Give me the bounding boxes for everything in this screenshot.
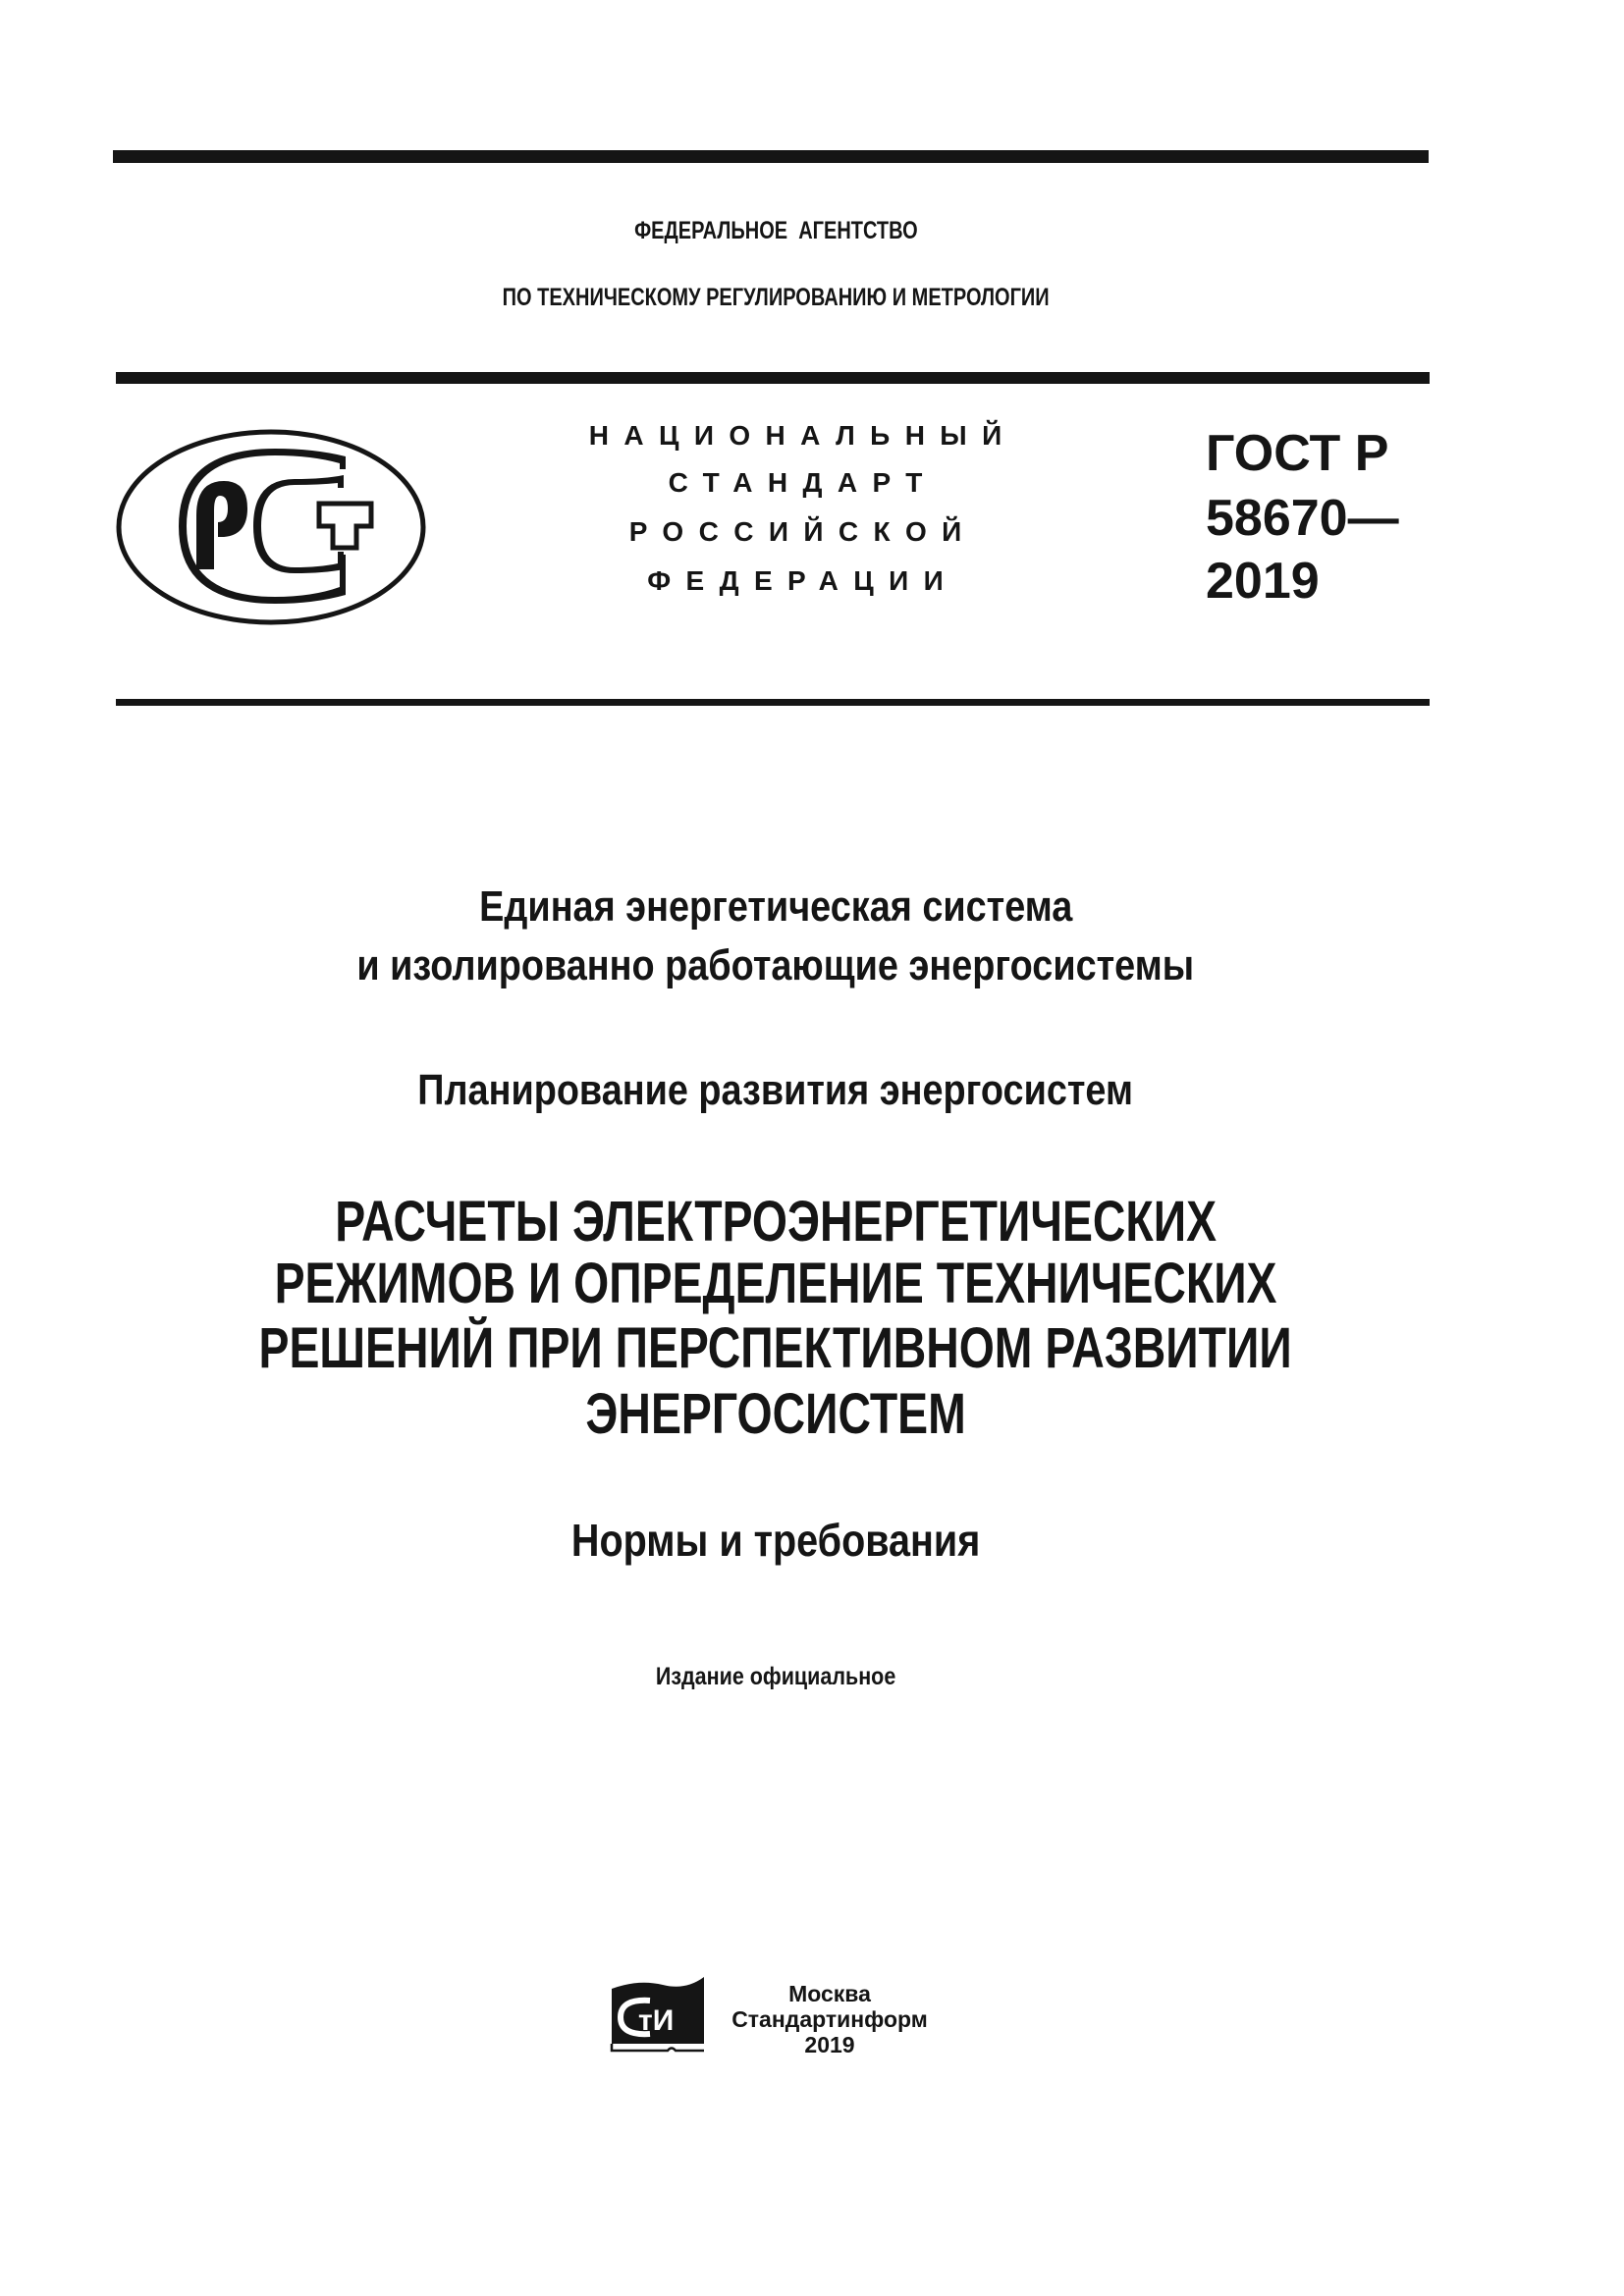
main-title-line-4: ЭНЕРГОСИСТЕМ [585,1382,966,1446]
designation-number: 58670— [1206,490,1399,547]
standard-type-block [550,422,1041,616]
standard-type-line-1: НАЦИОНАЛЬНЫЙ [588,420,1017,451]
publisher-city: Москва [788,1981,871,2006]
designation-year: 2019 [1206,553,1320,610]
edition-label: Издание официальное [655,1663,896,1690]
subseries-title: Планирование развития энергосистем [417,1066,1134,1114]
standard-type-line-4: ФЕДЕРАЦИИ [647,565,959,596]
svg-text:тИ: тИ [638,2004,675,2037]
main-title-line-1: РАСЧЕТЫ ЭЛЕКТРОЭНЕРГЕТИЧЕСКИХ [335,1190,1217,1254]
standard-type-line-2: СТАНДАРТ [668,467,938,498]
header-bottom-rule [116,699,1430,706]
designation-block [1206,425,1399,610]
publisher-year: 2019 [804,2032,855,2057]
series-line-2: и изолированно работающие энергосистемы [356,941,1195,989]
publisher-name: Стандартинформ [731,2006,928,2032]
main-title-line-2: РЕЖИМОВ И ОПРЕДЕЛЕНИЕ ТЕХНИЧЕСКИХ [274,1252,1277,1315]
series-line-1: Единая энергетическая система [478,882,1073,931]
standard-type-line-3: РОССИЙСКОЙ [628,516,977,547]
standartinform-logo-icon [609,1975,707,2058]
designation-prefix: ГОСТ Р [1206,425,1389,482]
agency-line-1: ФЕДЕРАЛЬНОЕ АГЕНТСТВО [633,217,918,244]
agency-line-2: ПО ТЕХНИЧЕСКОМУ РЕГУЛИРОВАНИЮ И МЕТРОЛОГИИ [502,284,1050,311]
subtitle: Нормы и требования [570,1515,981,1566]
publisher-block [731,1983,928,2056]
main-title-line-3: РЕШЕНИЙ ПРИ ПЕРСПЕКТИВНОМ РАЗВИТИИ [258,1316,1293,1380]
